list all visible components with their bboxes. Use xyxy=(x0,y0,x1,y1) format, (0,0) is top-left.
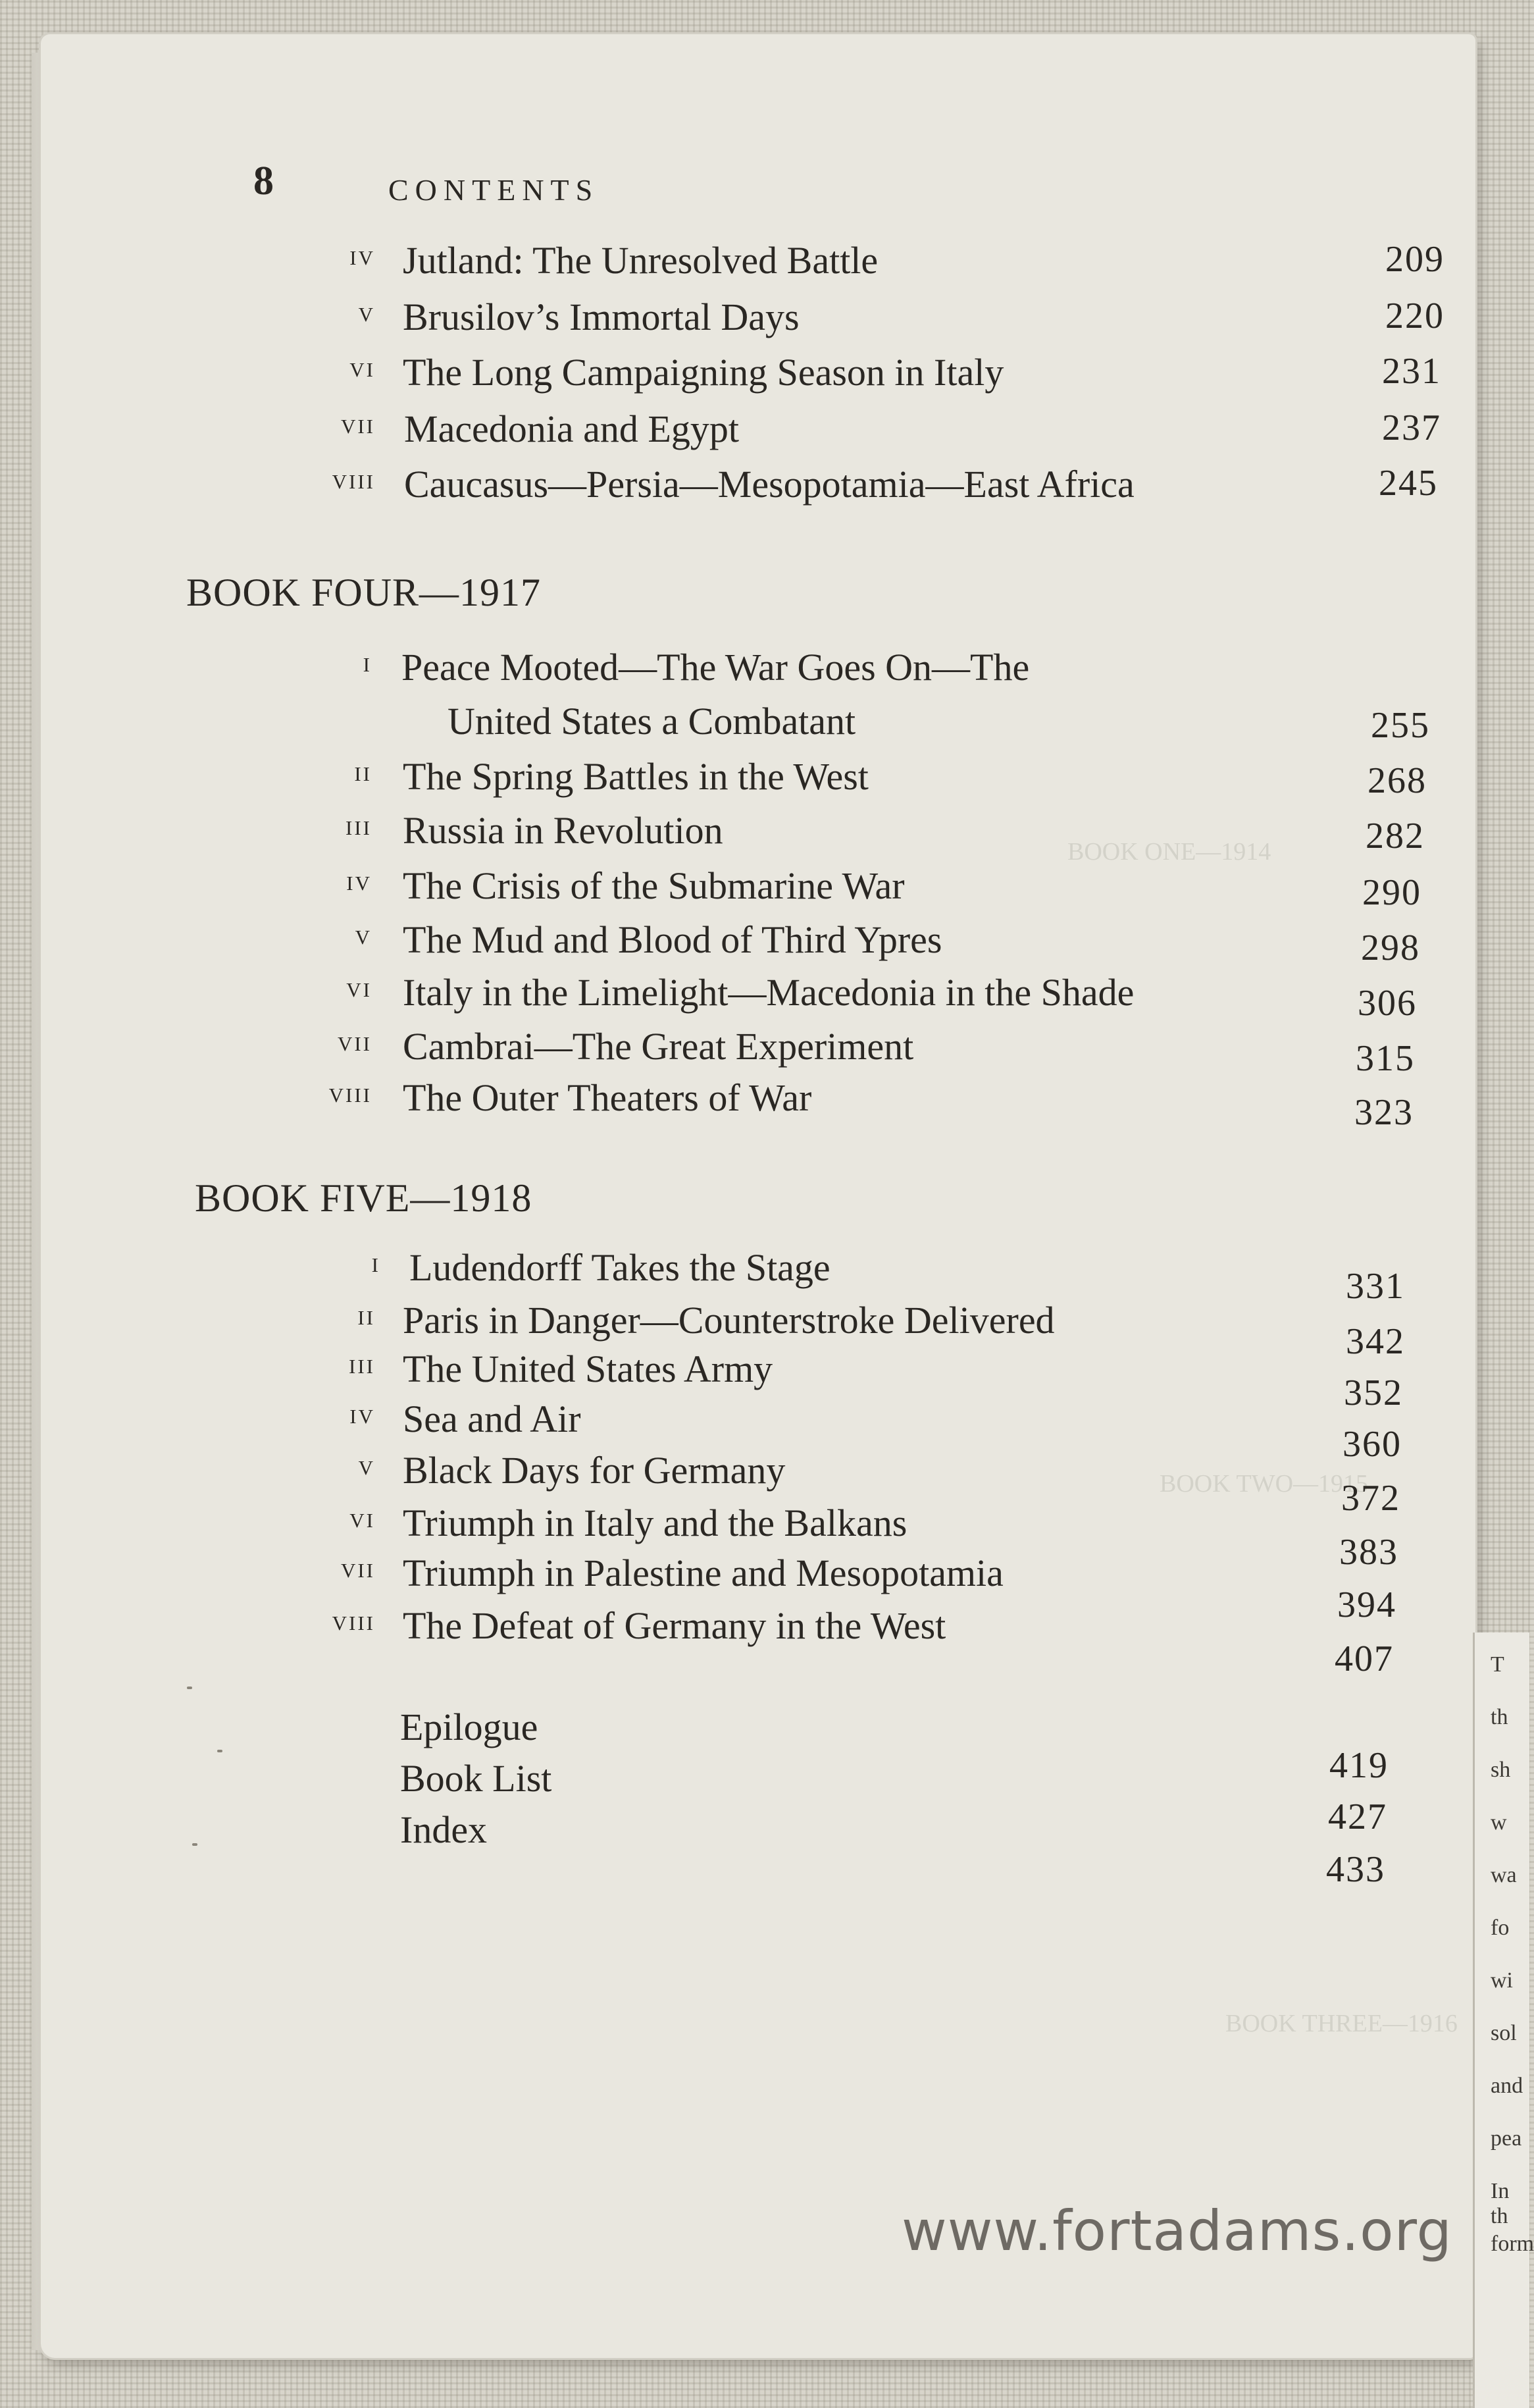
toc-entry xyxy=(0,1347,1527,1413)
page-ref: 394 xyxy=(1337,1584,1396,1625)
adjacent-page-text: wa xyxy=(1491,1863,1517,1887)
chapter-title: Triumph in Italy and the Balkans xyxy=(403,1502,908,1544)
back-matter-title: Epilogue xyxy=(400,1706,538,1748)
chapter-numeral: viii xyxy=(332,1604,375,1636)
chapter-title: Jutland: The Unresolved Battle xyxy=(403,239,879,282)
page-ref: 433 xyxy=(1326,1849,1385,1890)
back-matter-title: Book List xyxy=(400,1757,552,1800)
toc-entry xyxy=(0,350,1527,403)
page-ref: 220 xyxy=(1385,296,1445,336)
adjacent-page-text: th xyxy=(1491,1705,1508,1729)
page-ref: 323 xyxy=(1354,1092,1414,1133)
page-ref: 282 xyxy=(1366,816,1425,856)
chapter-numeral: iv xyxy=(349,239,375,271)
page-ref: 427 xyxy=(1328,1796,1387,1837)
toc-entry xyxy=(0,864,1527,916)
chapter-title: Ludendorff Takes the Stage xyxy=(409,1246,831,1289)
chapter-numeral: i xyxy=(371,1246,380,1278)
chapter-numeral: vii xyxy=(337,1025,372,1057)
page-title: CONTENTS xyxy=(388,173,600,207)
paper-speck xyxy=(187,1687,192,1689)
chapter-numeral: iv xyxy=(346,864,372,897)
chapter-title: The United States Army xyxy=(403,1348,773,1390)
page-ref: 268 xyxy=(1368,760,1427,801)
adjacent-page-text: and xyxy=(1491,2074,1523,2098)
chapter-numeral: ii xyxy=(354,755,372,787)
chapter-numeral: i xyxy=(363,646,372,678)
chapter-title: Black Days for Germany xyxy=(403,1449,786,1492)
adjacent-page-text: wi xyxy=(1491,1968,1513,1993)
page-ref: 372 xyxy=(1341,1478,1400,1519)
chapter-numeral: v xyxy=(358,296,375,328)
adjacent-page-text: In th xyxy=(1491,2179,1510,2228)
chapter-numeral: vi xyxy=(349,1502,375,1534)
page-ref: 306 xyxy=(1358,983,1417,1024)
toc-entry xyxy=(0,754,1527,807)
chapter-title: Caucasus—Persia—Mesopotamia—East Africa xyxy=(404,463,1135,506)
page-ref: 255 xyxy=(1371,705,1430,746)
book-heading: BOOK FIVE—1918 xyxy=(195,1176,532,1220)
toc-entry xyxy=(0,238,1527,291)
adjacent-page-text: w xyxy=(1491,1810,1507,1835)
chapter-title: Italy in the Limelight—Macedonia in the Shade xyxy=(403,971,1135,1014)
toc-entry xyxy=(0,462,1527,515)
adjacent-page-text: form xyxy=(1491,2232,1534,2256)
chapter-title: The Mud and Blood of Third Ypres xyxy=(403,918,942,961)
chapter-numeral: iv xyxy=(349,1398,375,1430)
chapter-title: The Long Campaigning Season in Italy xyxy=(403,351,1004,394)
chapter-title: Russia in Revolution xyxy=(403,809,723,852)
toc-entry xyxy=(0,645,1527,698)
toc-entry xyxy=(0,1024,1527,1077)
chapter-title: Triumph in Palestine and Mesopotamia xyxy=(403,1552,1004,1594)
adjacent-page-text: sol xyxy=(1491,2021,1517,2045)
page-ref: 290 xyxy=(1362,872,1421,913)
chapter-numeral: viii xyxy=(332,463,375,495)
page-ref: 342 xyxy=(1346,1321,1405,1362)
toc-entry xyxy=(0,407,1527,459)
chapter-title: Paris in Danger—Counterstroke Delivered xyxy=(403,1299,1055,1342)
chapter-title: The Outer Theaters of War xyxy=(403,1076,812,1119)
chapter-title: Macedonia and Egypt xyxy=(404,407,739,450)
toc-entry xyxy=(0,1298,1527,1362)
toc-entry xyxy=(0,1245,1527,1307)
toc-entry-continued xyxy=(0,699,1527,752)
chapter-numeral: v xyxy=(355,918,372,951)
chapter-numeral: vi xyxy=(349,351,375,383)
toc-entry xyxy=(0,808,1527,861)
paper-speck xyxy=(192,1843,197,1846)
chapter-numeral: viii xyxy=(328,1076,372,1109)
toc-entry xyxy=(0,1397,1527,1465)
chapter-title: The Spring Battles in the West xyxy=(403,755,869,798)
adjacent-page-text: pea xyxy=(1491,2126,1522,2151)
chapter-numeral: vii xyxy=(340,407,375,440)
page-number: 8 xyxy=(253,159,274,203)
chapter-numeral: vi xyxy=(346,971,372,1003)
page-ref: 315 xyxy=(1356,1038,1415,1079)
page-ref: 331 xyxy=(1346,1266,1405,1307)
chapter-title: The Defeat of Germany in the West xyxy=(403,1604,946,1647)
watermark: www.fortadams.org xyxy=(902,2199,1452,2263)
chapter-title: The Crisis of the Submarine War xyxy=(403,864,905,907)
toc-entry xyxy=(0,970,1527,1023)
chapter-numeral: iii xyxy=(349,1348,375,1380)
chapter-numeral: iii xyxy=(345,809,372,841)
page-ref: 237 xyxy=(1382,407,1441,448)
bleed-through-text: BOOK TWO—1915 xyxy=(1160,1470,1369,1498)
page-ref: 383 xyxy=(1339,1532,1398,1573)
page-ref: 298 xyxy=(1361,928,1420,968)
page-ref: 352 xyxy=(1344,1373,1403,1413)
chapter-numeral: vii xyxy=(340,1552,375,1584)
page-ref: 209 xyxy=(1385,239,1445,280)
chapter-title: Peace Mooted—The War Goes On—The xyxy=(401,646,1030,689)
toc-entry xyxy=(0,1076,1527,1133)
page-ref: 231 xyxy=(1382,351,1441,392)
page-ref: 407 xyxy=(1335,1638,1394,1679)
chapter-title: Sea and Air xyxy=(403,1398,581,1440)
adjacent-page-text: fo xyxy=(1491,1916,1510,1940)
chapter-title: Brusilov’s Immortal Days xyxy=(403,296,800,338)
toc-entry xyxy=(0,295,1527,348)
page-ref: 360 xyxy=(1342,1424,1402,1465)
back-matter-title: Index xyxy=(400,1808,488,1851)
toc-entry xyxy=(0,918,1527,970)
chapter-numeral: ii xyxy=(357,1299,375,1331)
chapter-title: Cambrai—The Great Experiment xyxy=(403,1025,914,1068)
bleed-through-text: BOOK ONE—1914 xyxy=(1067,838,1271,866)
chapter-title-continued: United States a Combatant xyxy=(447,700,856,743)
book-heading: BOOK FOUR—1917 xyxy=(186,571,542,614)
toc-entry xyxy=(0,1604,1527,1679)
page-ref: 245 xyxy=(1379,463,1438,504)
bleed-through-text: BOOK THREE—1916 xyxy=(1225,2010,1458,2037)
chapter-numeral: v xyxy=(358,1449,375,1481)
adjacent-page-text: sh xyxy=(1491,1758,1511,1782)
adjacent-page-text: T xyxy=(1491,1652,1504,1677)
page-ref: 419 xyxy=(1329,1745,1389,1786)
paper-speck xyxy=(217,1750,222,1752)
